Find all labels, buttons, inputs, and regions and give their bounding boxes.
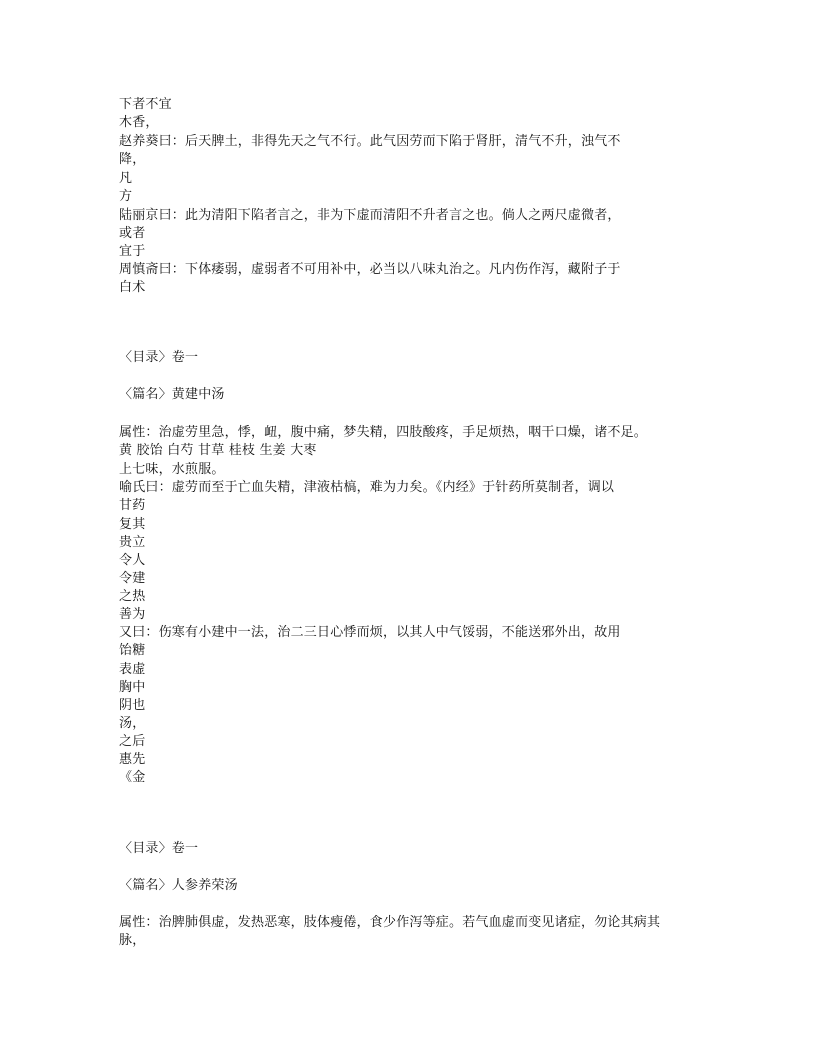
text-line: 饴糖 — [119, 643, 146, 658]
ingredient-list: 黄 胶饴 白芍 甘草 桂枝 生姜 大枣 — [119, 443, 317, 458]
text-line: 令建 — [119, 571, 146, 586]
text-line: 凡 — [119, 171, 133, 186]
text-line: 宜于 — [119, 244, 146, 259]
text-line: 汤， — [119, 716, 146, 731]
text-line: 表虚 — [119, 662, 146, 677]
text-line: 陆丽京曰：此为清阳下陷者言之，非为下虚而清阳不升者言之也。倘人之两尺虚微者， — [119, 208, 621, 223]
text-line: 属性：治虚劳里急，悸，衄，腹中痛，梦失精，四肢酸疼，手足烦热，咽干口燥，诸不足。 — [119, 425, 648, 440]
text-line: 之后 — [119, 734, 146, 749]
text-line: 令人 — [119, 553, 146, 568]
text-line: 赵养葵曰：后天脾土，非得先天之气不行。此气因劳而下陷于肾肝，清气不升，浊气不 — [119, 134, 621, 149]
text-line: 又曰：伤寒有小建中一法，治二三日心悸而烦，以其人中气馁弱，不能送邪外出，故用 — [119, 625, 621, 640]
text-line: 脉， — [119, 933, 146, 948]
text-line: 周慎斋曰：下体痿弱，虚弱者不可用补中，必当以八味丸治之。凡内伤作泻，藏附子于 — [119, 262, 621, 277]
text-line: 喻氏曰：虚劳而至于亡血失精，津液枯槁，难为力矣。《内经》于针药所莫制者，调以 — [119, 480, 615, 495]
text-line: 复其 — [119, 517, 146, 532]
catalog-heading: 〈目录〉卷一 — [119, 841, 199, 856]
text-line: 方 — [119, 189, 133, 204]
text-line: 甘药 — [119, 498, 146, 513]
chapter-title: 〈篇名〉黄建中汤 — [119, 387, 225, 402]
text-line: 《金 — [119, 770, 146, 785]
text-line: 善为 — [119, 607, 146, 622]
text-line: 或者 — [119, 226, 146, 241]
text-line: 属性：治脾肺俱虚，发热恶寒，肢体瘦倦，食少作泻等症。若气血虚而变见诸症，勿论其病其 — [119, 915, 661, 930]
text-line: 胸中 — [119, 680, 146, 695]
text-line: 之热 — [119, 589, 146, 604]
text-line: 白术 — [119, 280, 146, 295]
text-line: 阴也 — [119, 698, 146, 713]
text-line: 降， — [119, 152, 146, 167]
chapter-title: 〈篇名〉人参养荣汤 — [119, 878, 238, 893]
text-line: 贵立 — [119, 535, 146, 550]
text-line: 木香， — [119, 115, 159, 130]
text-line: 下者不宜 — [119, 97, 172, 112]
catalog-heading: 〈目录〉卷一 — [119, 350, 199, 365]
text-line: 惠先 — [119, 752, 146, 767]
text-line: 上七味，水煎服。 — [119, 462, 225, 477]
